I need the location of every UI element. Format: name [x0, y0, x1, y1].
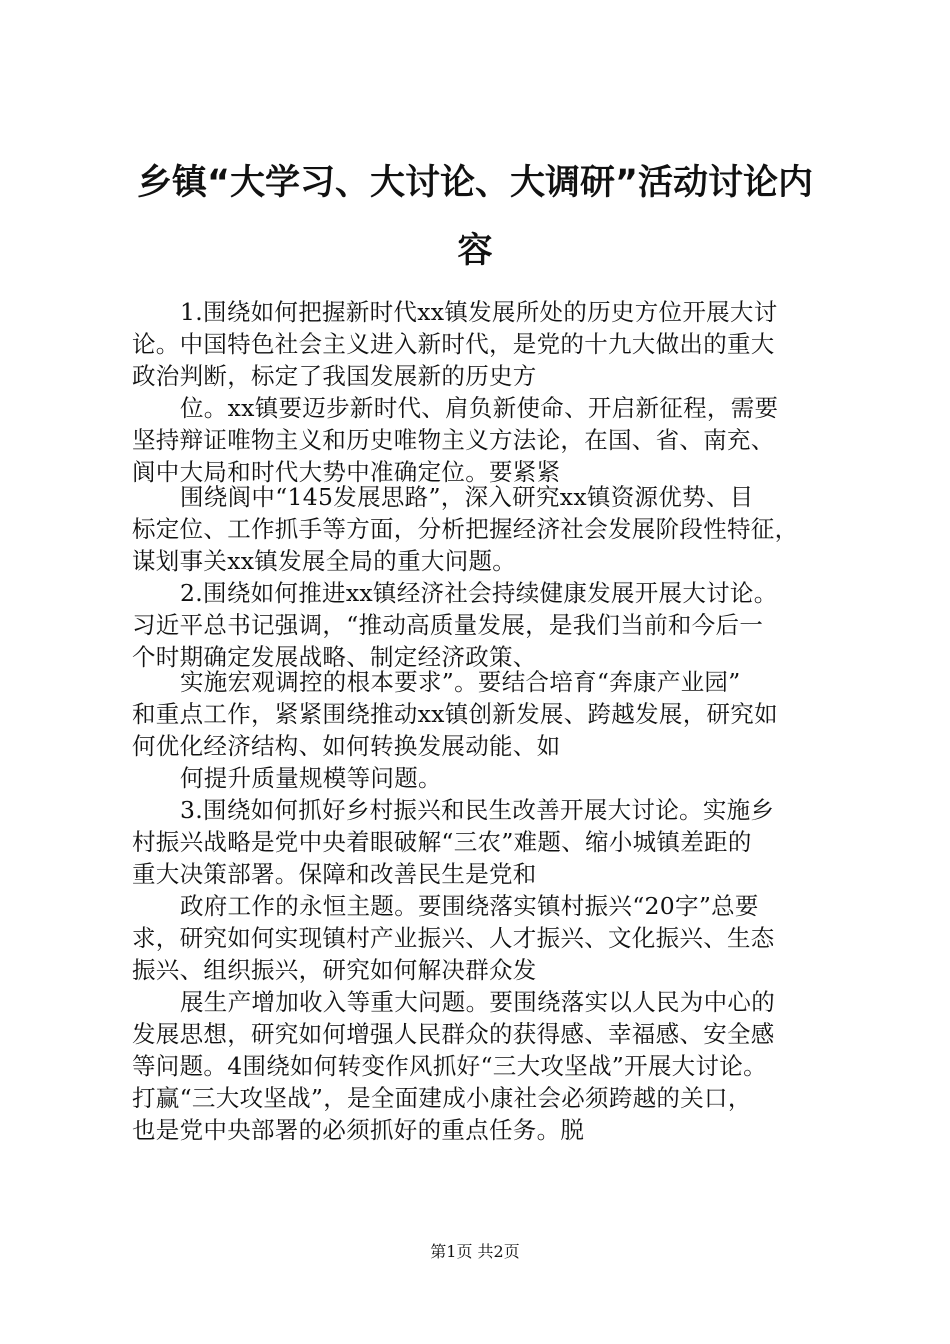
body-line: 政治判断，标定了我国发展新的历史方: [132, 362, 537, 390]
body-line: 村振兴战略是党中央着眼破解“三农”难题、缩小城镇差距的: [132, 828, 752, 856]
body-line: 围绕阆中“145发展思路”，深入研究xx镇资源优势、目: [180, 483, 754, 511]
document-title-line-2: 容: [457, 231, 493, 271]
body-line: 习近平总书记强调，“推动高质量发展，是我们当前和今后一: [132, 611, 764, 639]
document-title-line-1: 乡镇“大学习、大讨论、大调研”活动讨论内: [136, 163, 813, 203]
body-line: 政府工作的永恒主题。要围绕落实镇村振兴“20字”总要: [180, 892, 759, 920]
body-line: 发展思想，研究如何增强人民群众的获得感、幸福感、安全感: [132, 1020, 775, 1048]
body-line: 位。xx镇要迈步新时代、肩负新使命、开启新征程，需要: [180, 394, 779, 422]
body-line: 振兴、组织振兴，研究如何解决群众发: [132, 956, 537, 984]
body-line: 2.围绕如何推进xx镇经济社会持续健康发展开展大讨论。: [180, 579, 778, 607]
body-line: 阆中大局和时代大势中准确定位。要紧紧: [132, 458, 561, 486]
body-line: 论。中国特色社会主义进入新时代，是党的十九大做出的重大: [132, 330, 775, 358]
body-line: 展生产增加收入等重大问题。要围绕落实以人民为中心的: [180, 988, 775, 1016]
body-line: 也是党中央部署的必须抓好的重点任务。脱: [132, 1116, 585, 1144]
body-line: 和重点工作，紧紧围绕推动xx镇创新发展、跨越发展，研究如: [132, 700, 778, 728]
body-line: 何提升质量规模等问题。: [180, 764, 442, 792]
body-line: 何优化经济结构、如何转换发展动能、如: [132, 732, 561, 760]
page-number-footer: 第1页 共2页: [430, 1242, 520, 1261]
body-line: 实施宏观调控的根本要求”。要结合培育“奔康产业园”: [180, 668, 741, 696]
body-line: 坚持辩证唯物主义和历史唯物主义方法论，在国、省、南充、: [132, 426, 775, 454]
body-line: 标定位、工作抓手等方面，分析把握经济社会发展阶段性特征，: [132, 515, 799, 543]
body-line: 谋划事关xx镇发展全局的重大问题。: [132, 547, 517, 575]
body-line: 个时期确定发展战略、制定经济政策、: [132, 643, 537, 671]
body-line: 求，研究如何实现镇村产业振兴、人才振兴、文化振兴、生态: [132, 924, 775, 952]
body-line: 3.围绕如何抓好乡村振兴和民生改善开展大讨论。实施乡: [180, 796, 775, 824]
body-line: 打赢“三大攻坚战”，是全面建成小康社会必须跨越的关口，: [132, 1084, 752, 1112]
body-line: 重大决策部署。保障和改善民生是党和: [132, 860, 537, 888]
body-line: 1.围绕如何把握新时代xx镇发展所处的历史方位开展大讨: [180, 298, 778, 326]
body-line: 等问题。4围绕如何转变作风抓好“三大攻坚战”开展大讨论。: [132, 1052, 767, 1080]
